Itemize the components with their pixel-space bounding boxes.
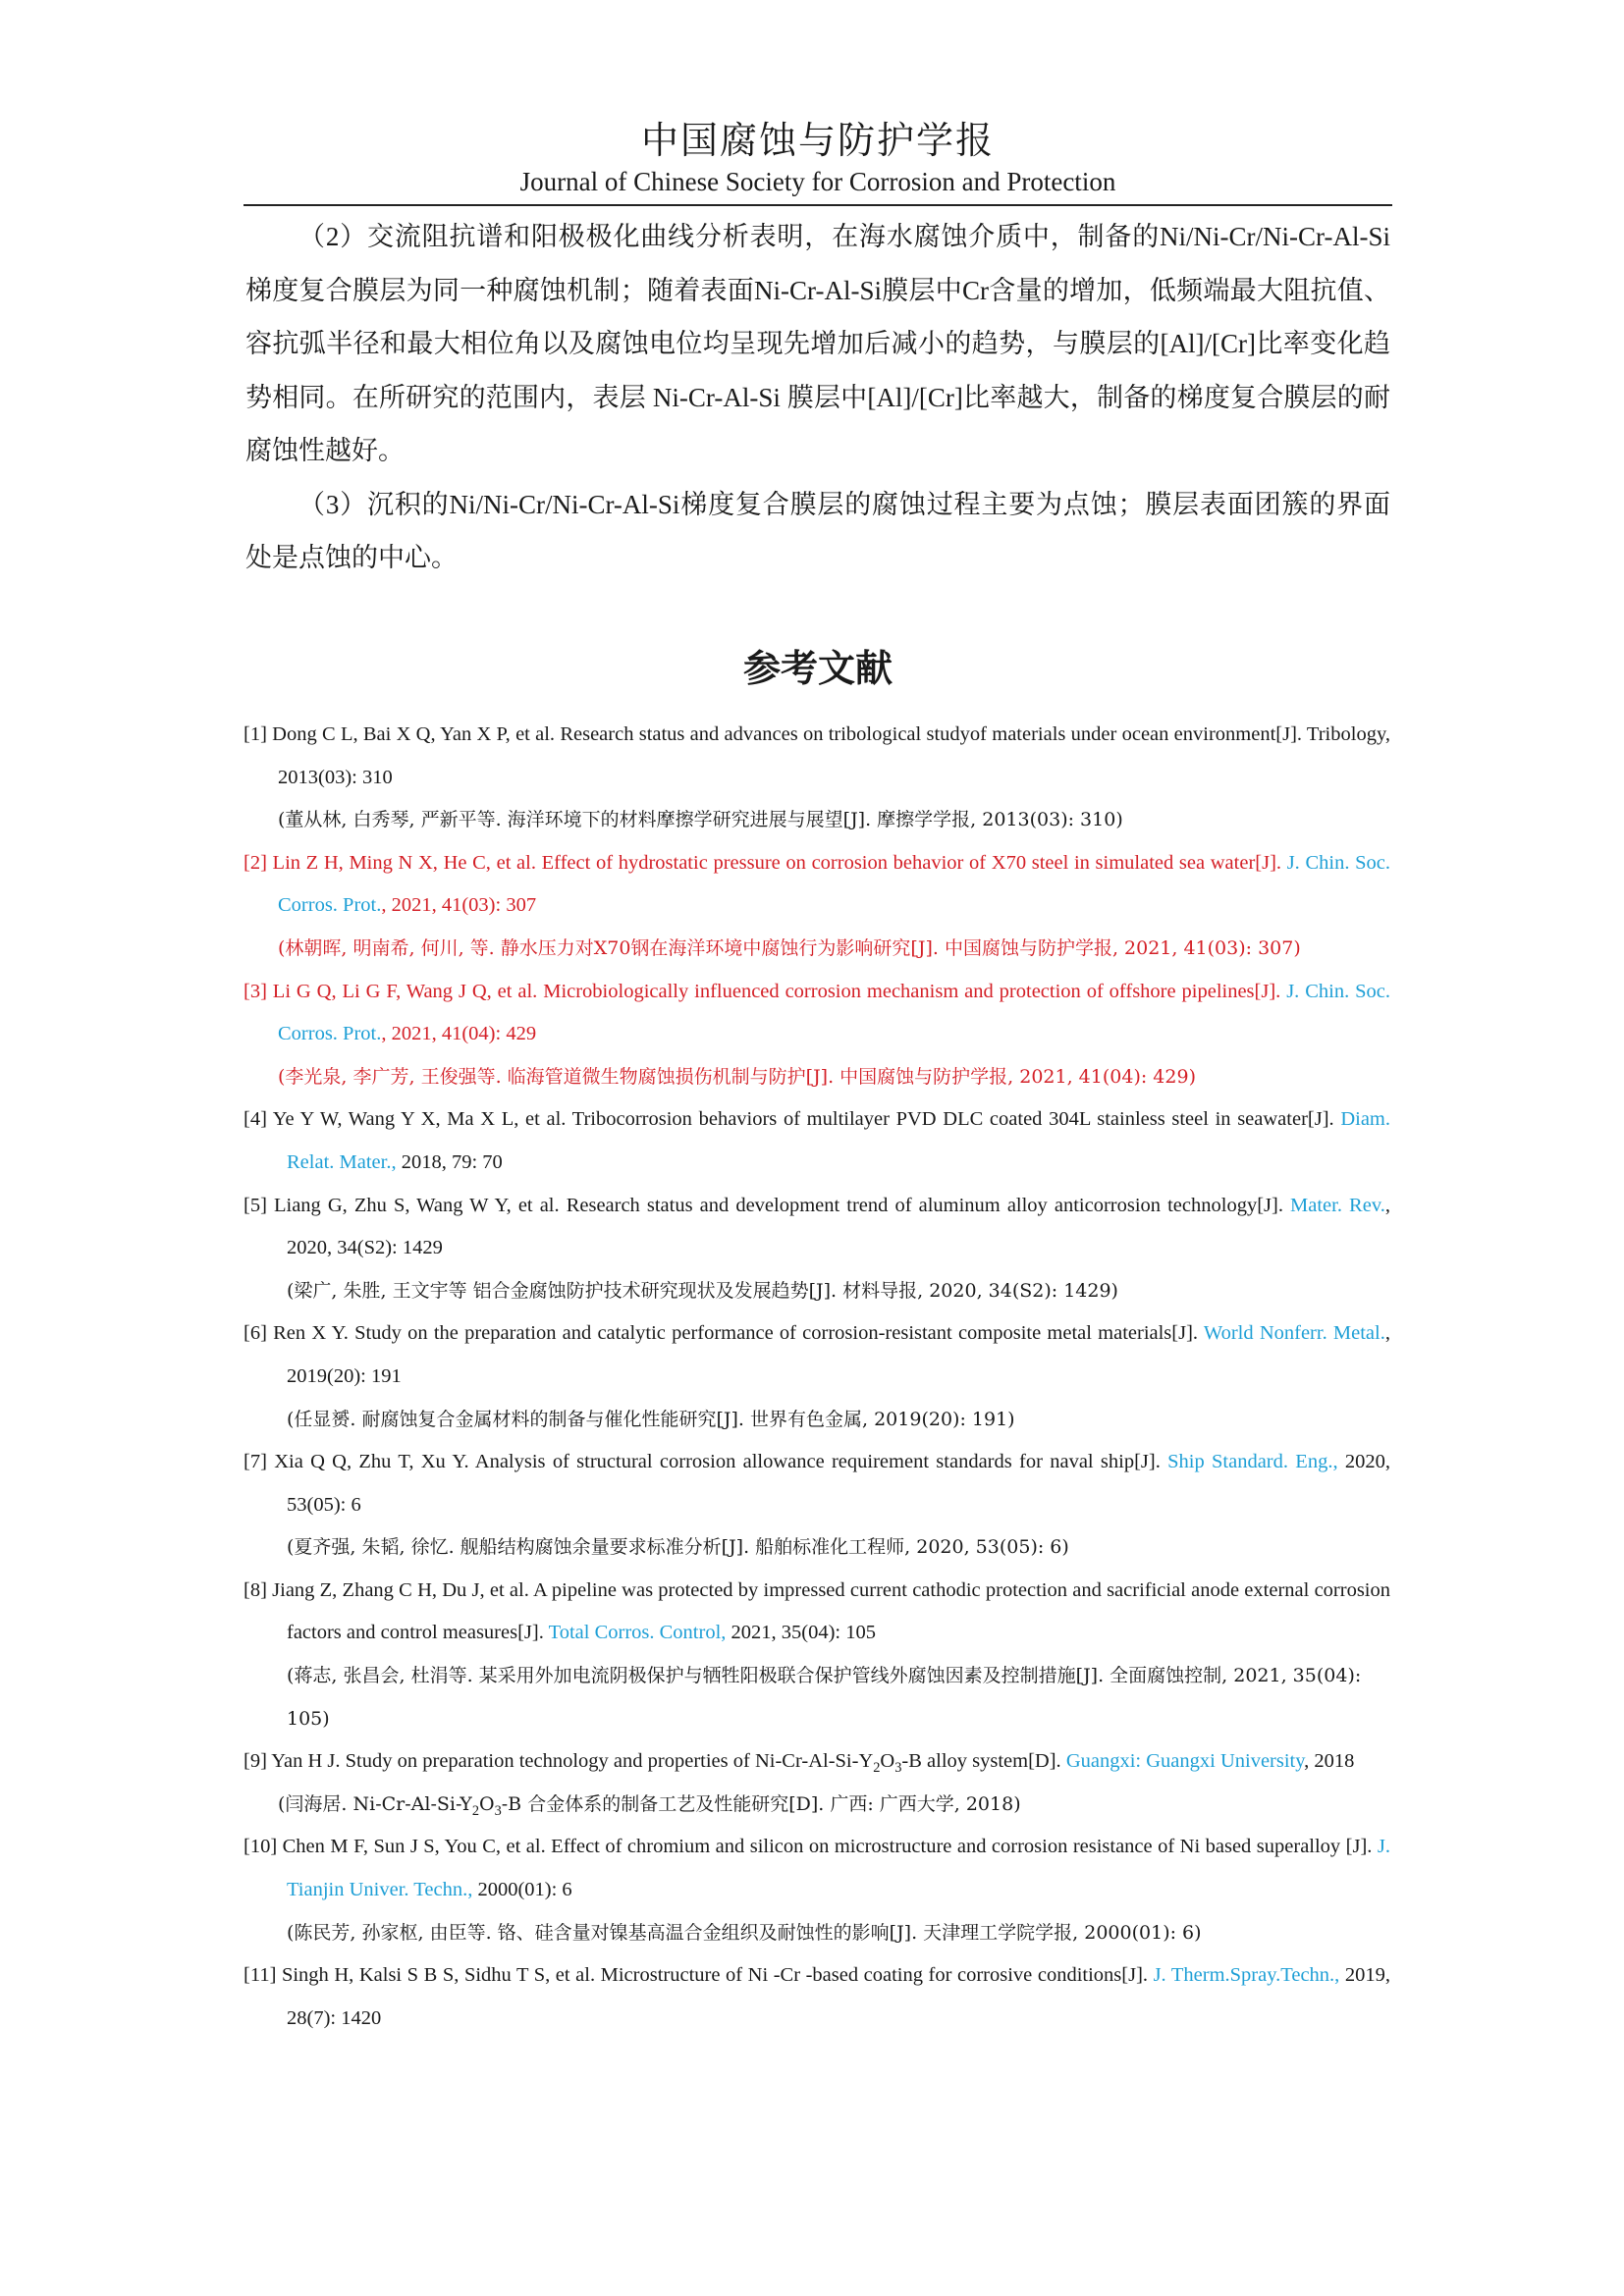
reference-1-translation [244,799,1390,842]
reference-7-tail: 2020, 53(05): 6 [287,1451,1390,1516]
conclusions-text [245,210,1390,585]
reference-5-cn: (梁广, 朱胜, 王文宇等 铝合金腐蚀防护技术研究现状及发展趋势[J]. 材料导报, 2020, 34(S2): 1429) [287,1279,1118,1302]
reference-5-translation [244,1270,1390,1313]
reference-3-text: [3] Li G Q, Li G F, Wang J Q, et al. Microbiologically influenced corrosion mechanism and protection of offshore pipelines[J]. [244,980,1287,1002]
references-heading: 参考文献 [742,647,893,690]
reference-8-cn: (蒋志, 张昌会, 杜涓等. 某采用外加电流阴极保护与牺牲阳极联合保护管线外腐蚀因素及控制措施[J]. 全面腐蚀控制, 2021, 35(04): 105) [287,1665,1362,1730]
reference-7-text: [7] Xia Q Q, Zhu T, Xu Y. Analysis of structural corrosion allowance requirement standards for naval ship[J]. [244,1451,1168,1473]
reference-3-tail: , 2021, 41(04): 429 [381,1023,537,1045]
reference-6-text: [6] Ren X Y. Study on the preparation and catalytic performance of corrosion-resistant composite metal materials[J]. [244,1322,1204,1345]
reference-9-publisher: Guangxi: Guangxi University [1065,1750,1305,1773]
reference-8-text: [8] Jiang Z, Zhang C H, Du J, et al. A pipeline was protected by impressed current cathodic protection and sacrificial anode external corrosion factors and control measures[J]. [244,1578,1390,1644]
reference-4-tail: 2018, 79: 70 [396,1150,503,1173]
reference-8-translation [244,1655,1390,1740]
reference-9-cn-b: -B 合金体系的制备工艺及性能研究[D]. 广西: 广西大学, 2018) [501,1792,1021,1815]
reference-3-translation [244,1056,1390,1099]
reference-3 [244,971,1390,1056]
journal-title-en: Journal of Chinese Society for Corrosion and Protection [519,167,1116,196]
reference-9-oxygen: O [880,1750,895,1773]
reference-5-tail: , 2020, 34(S2): 1429 [287,1194,1390,1259]
reference-6-journal: World Nonferr. Metal. [1203,1322,1385,1345]
reference-8 [244,1570,1390,1655]
reference-9-text-b: -B alloy system[D]. [901,1750,1066,1773]
reference-3-journal: J. Chin. Soc. Corros. Prot. [278,980,1390,1045]
reference-5 [244,1185,1390,1270]
reference-2-cn: (林朝晖, 明南希, 何川, 等. 静水压力对X70钢在海洋环境中腐蚀行为影响研究[J]. 中国腐蚀与防护学报, 2021, 41(03): 307) [278,936,1301,959]
reference-4-journal: Diam. Relat. Mater., [287,1108,1390,1173]
reference-1-cn: (董从林, 白秀琴, 严新平等. 海洋环境下的材料摩擦学研究进展与展望[J]. 摩擦学学报, 2013(03): 310) [278,809,1123,831]
reference-10-text: [10] Chen M F, Sun J S, You C, et al. Effect of chromium and silicon on microstructure and corrosion resistance of Ni based superalloy [J]. [244,1836,1378,1858]
reference-6-translation [244,1399,1390,1442]
reference-11-tail: 2019, 28(7): 1420 [287,1964,1390,2029]
reference-10-translation [244,1912,1390,1955]
reference-9-sub-3: 3 [894,1760,902,1777]
reference-1-text: [1] Dong C L, Bai X Q, Yan X P, et al. Research status and advances on tribological studyof materials under ocean environment[J]. Tribology, 2013(03): 310 [244,723,1390,788]
conclusion-paragraph-3: （3）沉积的Ni/Ni-Cr/Ni-Cr-Al-Si梯度复合膜层的腐蚀过程主要为点蚀；膜层表面团簇的界面处是点蚀的中心。 [245,489,1390,572]
reference-7-translation [244,1526,1390,1570]
reference-9-cn-sub-2: 2 [471,1802,480,1819]
reference-5-text: [5] Liang G, Zhu S, Wang W Y, et al. Research status and development trend of aluminum alloy anticorrosion technology[J]. [244,1194,1291,1216]
reference-9-text-a: [9] Yan H J. Study on preparation technology and properties of Ni-Cr-Al-Si-Y [244,1750,874,1773]
reference-9-sub-2: 2 [873,1760,881,1777]
reference-6-cn: (任显赟. 耐腐蚀复合金属材料的制备与催化性能研究[J]. 世界有色金属, 2019(20): 191) [287,1408,1015,1430]
reference-7-journal: Ship Standard. Eng., [1167,1451,1338,1473]
conclusion-paragraph-2: （2）交流阻抗谱和阳极极化曲线分析表明，在海水腐蚀介质中，制备的Ni/Ni-Cr/Ni-Cr-Al-Si梯度复合膜层为同一种腐蚀机制；随着表面Ni-Cr-Al-Si膜层中Cr含量的增加，低频端最大阻抗值、容抗弧半径和最大相位角以及腐蚀电位均呈现先增加后减小的趋势，与膜层的[Al]/[Cr]比率变化趋势相同。在所研究的范围内，表层 Ni-Cr-Al-Si 膜层中[Al]/[Cr]比率越大，制备的梯度复合膜层的耐腐蚀性越好。 [245,222,1390,465]
header-divider [244,204,1392,206]
journal-title-cn: 中国腐蚀与防护学报 [640,119,995,162]
reference-9 [244,1740,1390,1784]
reference-10-tail: 2000(01): 6 [472,1879,572,1901]
reference-4-text: [4] Ye Y W, Wang Y X, Ma X L, et al. Tribocorrosion behaviors of multilayer PVD DLC coated 304L stainless steel in seawater[J]. [244,1108,1341,1131]
reference-9-cn-oxygen: O [479,1792,495,1815]
reference-5-journal: Mater. Rev. [1290,1194,1385,1216]
reference-7 [244,1441,1390,1526]
reference-11-journal: J. Therm.Spray.Techn., [1153,1964,1340,1987]
reference-7-cn: (夏齐强, 朱韬, 徐忆. 舰船结构腐蚀余量要求标准分析[J]. 船舶标准化工程师, 2020, 53(05): 6) [287,1536,1069,1559]
reference-9-tail: , 2018 [1304,1750,1355,1773]
journal-header [244,116,1392,198]
reference-11-text: [11] Singh H, Kalsi S B S, Sidhu T S, et al. Microstructure of Ni -Cr -based coating for corrosive conditions[J]. [244,1964,1154,1987]
reference-2-text: [2] Lin Z H, Ming N X, He C, et al. Effect of hydrostatic pressure on corrosion behavior of X70 steel in simulated sea water[J]. [244,851,1287,874]
reference-6-tail: , 2019(20): 191 [287,1322,1390,1387]
reference-list [244,714,1390,2040]
reference-4 [244,1098,1390,1184]
reference-9-translation [244,1784,1390,1827]
reference-6 [244,1312,1390,1398]
reference-10-journal: J. Tianjin Univer. Techn., [287,1836,1390,1901]
reference-11 [244,1954,1390,2040]
reference-8-journal: Total Corros. Control, [548,1622,727,1644]
reference-2 [244,842,1390,928]
reference-8-tail: 2021, 35(04): 105 [726,1622,876,1644]
reference-10-cn: (陈民芳, 孙家枢, 由臣等. 铬、硅含量对镍基高温合金组织及耐蚀性的影响[J]. 天津理工学院学报, 2000(01): 6) [287,1921,1202,1944]
reference-3-cn: (李光泉, 李广芳, 王俊强等. 临海管道微生物腐蚀损伤机制与防护[J]. 中国腐蚀与防护学报, 2021, 41(04): 429) [278,1065,1196,1088]
reference-10 [244,1826,1390,1911]
reference-2-translation [244,928,1390,971]
reference-9-cn-sub-3: 3 [494,1802,502,1819]
reference-2-tail: , 2021, 41(03): 307 [381,894,537,917]
reference-9-cn-a: (闫海居. Ni-Cr-Al-Si-Y [278,1792,472,1815]
reference-2-journal: J. Chin. Soc. Corros. Prot. [278,851,1390,917]
reference-1 [244,714,1390,799]
